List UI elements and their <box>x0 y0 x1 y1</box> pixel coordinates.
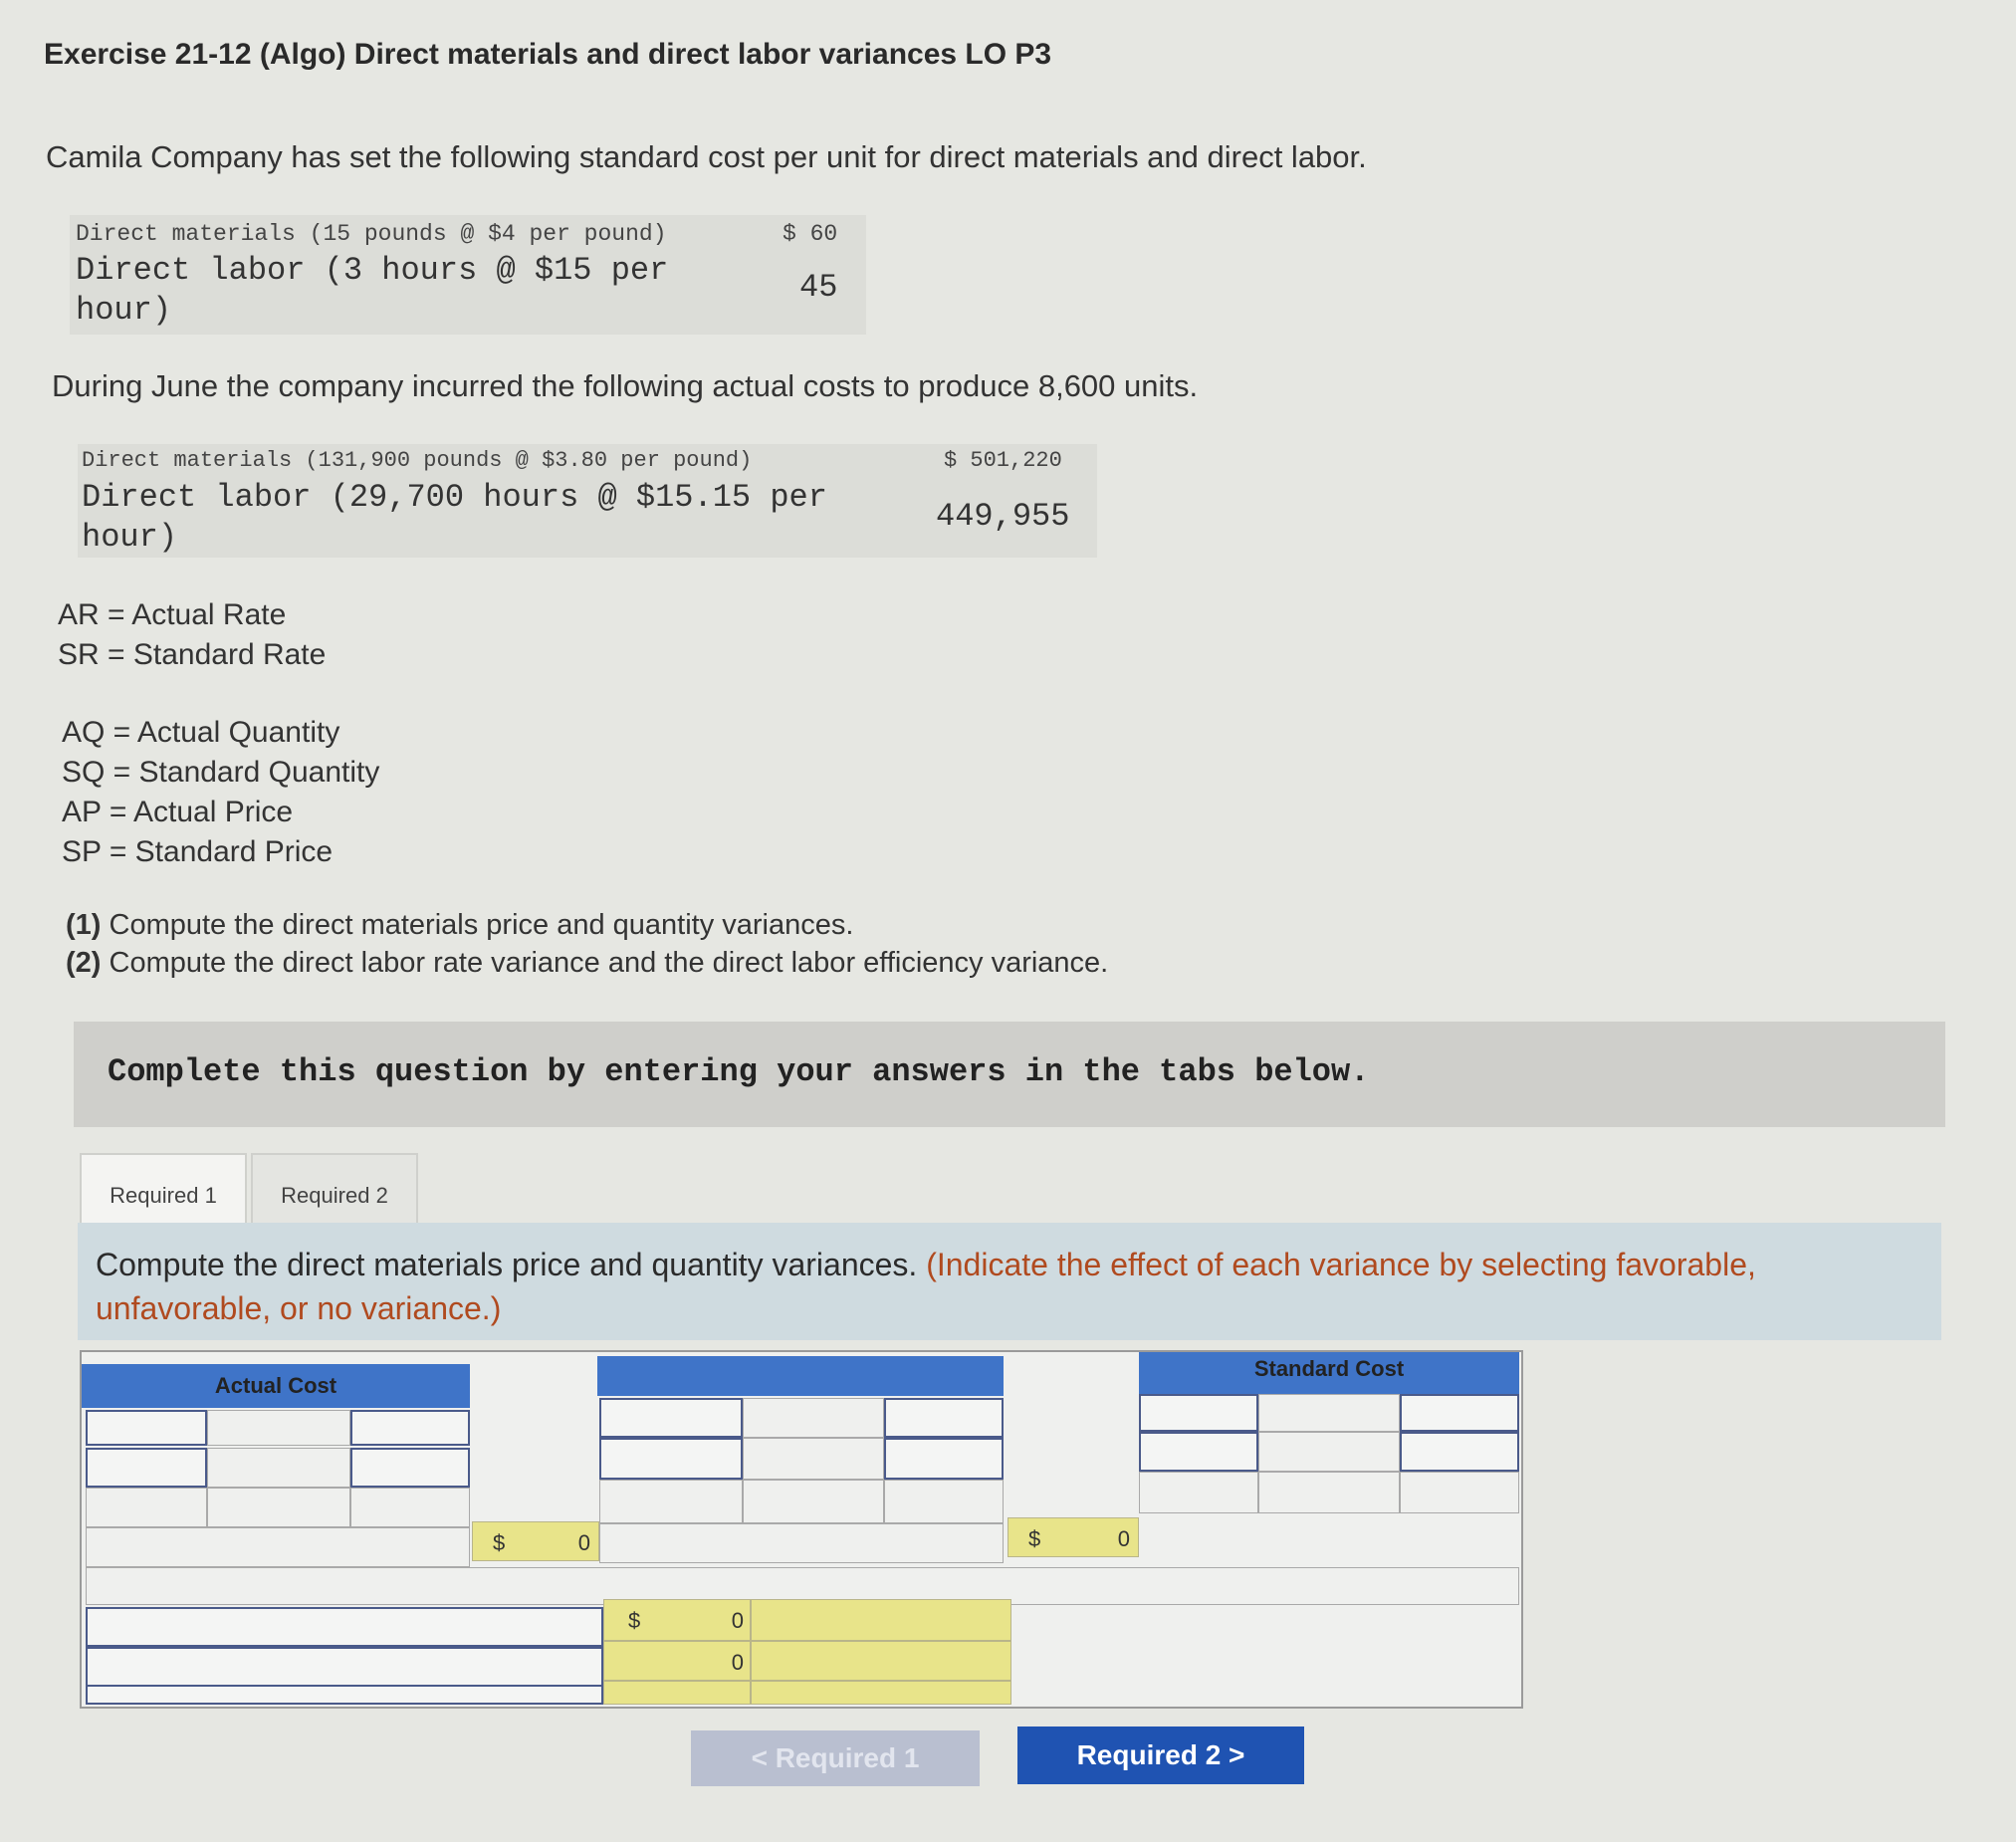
act-row-materials-label: Direct materials (131,900 pounds @ $3.80 per pound) <box>82 448 753 473</box>
middle-input-2[interactable] <box>743 1438 884 1480</box>
tab-required-2[interactable]: Required 2 <box>251 1153 418 1237</box>
definition-sq: SQ = Standard Quantity <box>62 756 380 789</box>
standard-dropdown-2[interactable] <box>1400 1394 1519 1432</box>
instruction-box <box>78 1223 1941 1340</box>
total-row-middle <box>599 1523 1004 1563</box>
standard-input-2[interactable] <box>1258 1432 1400 1472</box>
middle-header <box>597 1356 1004 1396</box>
variance-1-effect[interactable] <box>751 1599 1011 1641</box>
standard-cell-5 <box>1139 1472 1258 1513</box>
total-row-left <box>86 1527 470 1567</box>
std-row-labor-label: Direct labor (3 hours @ $15 per hour) <box>76 252 669 329</box>
std-row-labor-value: 45 <box>799 269 838 306</box>
act-row-materials-value: $ 501,220 <box>944 448 1062 473</box>
variance-3-effect[interactable] <box>751 1681 1011 1705</box>
exercise-title: Exercise 21-12 (Algo) Direct materials and direct labor variances LO P3 <box>44 38 1052 71</box>
standard-dropdown-1[interactable] <box>1139 1394 1258 1432</box>
variance-grid <box>80 1350 1523 1709</box>
definition-ap: AP = Actual Price <box>62 796 294 828</box>
tab-required-1[interactable]: Required 1 <box>80 1153 247 1237</box>
actual-cell-6 <box>207 1488 350 1527</box>
actual-cost-header: Actual Cost <box>82 1364 470 1408</box>
instruction-note: (Indicate the effect of each variance by selecting favorable, unfavorable, or no variance.) <box>96 1247 1756 1326</box>
question-1: (1) Compute the direct materials price and quantity variances. <box>66 909 854 941</box>
standard-cell-6 <box>1258 1472 1400 1513</box>
variance-label-dropdown-2[interactable] <box>86 1647 603 1687</box>
standard-dropdown-4[interactable] <box>1400 1432 1519 1472</box>
prev-required-1-button[interactable]: < Required 1 <box>691 1730 980 1786</box>
definition-sp: SP = Standard Price <box>62 835 334 868</box>
definitions-quantities <box>62 713 379 872</box>
middle-cell-5 <box>599 1480 743 1523</box>
instruction-text <box>96 1243 1917 1330</box>
actual-cost-table <box>78 444 1097 558</box>
total-actual <box>472 1521 599 1561</box>
variance-label-dropdown-3[interactable] <box>86 1685 603 1705</box>
actual-cell-7 <box>350 1488 470 1527</box>
actual-input-1[interactable] <box>207 1410 350 1446</box>
total-actual-value: 0 <box>577 1530 590 1555</box>
middle-dropdown-2[interactable] <box>884 1398 1004 1438</box>
middle-cell-6 <box>743 1480 884 1523</box>
during-text: During June the company incurred the following actual costs to produce 8,600 units. <box>52 368 1199 403</box>
variance-2 <box>603 1641 751 1681</box>
actual-dropdown-2[interactable] <box>350 1410 470 1446</box>
definition-sr: SR = Standard Rate <box>58 638 327 671</box>
complete-text: Complete this question by entering your answers in the tabs below. <box>108 1053 1370 1090</box>
instruction-main: Compute the direct materials price and quantity variances. <box>96 1247 918 1282</box>
definition-ar: AR = Actual Rate <box>58 598 287 631</box>
middle-dropdown-4[interactable] <box>884 1438 1004 1480</box>
standard-cell-7 <box>1400 1472 1519 1513</box>
definition-aq: AQ = Actual Quantity <box>62 716 340 749</box>
total-actual-currency: $ <box>493 1530 506 1555</box>
standard-dropdown-3[interactable] <box>1139 1432 1258 1472</box>
act-row-labor-value: 449,955 <box>936 498 1070 535</box>
actual-input-2[interactable] <box>207 1448 350 1488</box>
intro-text: Camila Company has set the following standard cost per unit for direct materials and direct labor. <box>46 139 1367 174</box>
variance-2-value: 0 <box>731 1650 744 1675</box>
middle-input-1[interactable] <box>743 1398 884 1438</box>
definitions-rates <box>58 595 326 675</box>
variance-1 <box>603 1599 751 1641</box>
std-row-materials-label: Direct materials (15 pounds @ $4 per pound) <box>76 221 667 247</box>
variance-3 <box>603 1681 751 1705</box>
question-2: (2) Compute the direct labor rate variance and the direct labor efficiency variance. <box>66 947 1109 979</box>
standard-cost-header: Standard Cost <box>1139 1352 1519 1394</box>
middle-cell-7 <box>884 1480 1004 1523</box>
variance-2-effect[interactable] <box>751 1641 1011 1681</box>
variance-1-value: 0 <box>731 1608 744 1633</box>
actual-dropdown-4[interactable] <box>350 1448 470 1488</box>
middle-dropdown-1[interactable] <box>599 1398 743 1438</box>
total-standard <box>1008 1517 1139 1557</box>
standard-cost-table <box>70 215 866 335</box>
next-required-2-button[interactable]: Required 2 > <box>1017 1727 1304 1784</box>
complete-banner <box>74 1022 1945 1127</box>
variance-label-dropdown-1[interactable] <box>86 1607 603 1647</box>
total-standard-currency: $ <box>1028 1526 1041 1551</box>
actual-dropdown-3[interactable] <box>86 1448 207 1488</box>
std-row-materials-value: $ 60 <box>783 221 838 247</box>
total-standard-value: 0 <box>1117 1526 1130 1551</box>
actual-dropdown-1[interactable] <box>86 1410 207 1446</box>
actual-cell-5 <box>86 1488 207 1527</box>
variance-1-currency: $ <box>628 1608 641 1633</box>
act-row-labor-label: Direct labor (29,700 hours @ $15.15 per hour) <box>82 479 827 556</box>
standard-input-1[interactable] <box>1258 1394 1400 1432</box>
questions <box>66 906 1108 982</box>
middle-dropdown-3[interactable] <box>599 1438 743 1480</box>
